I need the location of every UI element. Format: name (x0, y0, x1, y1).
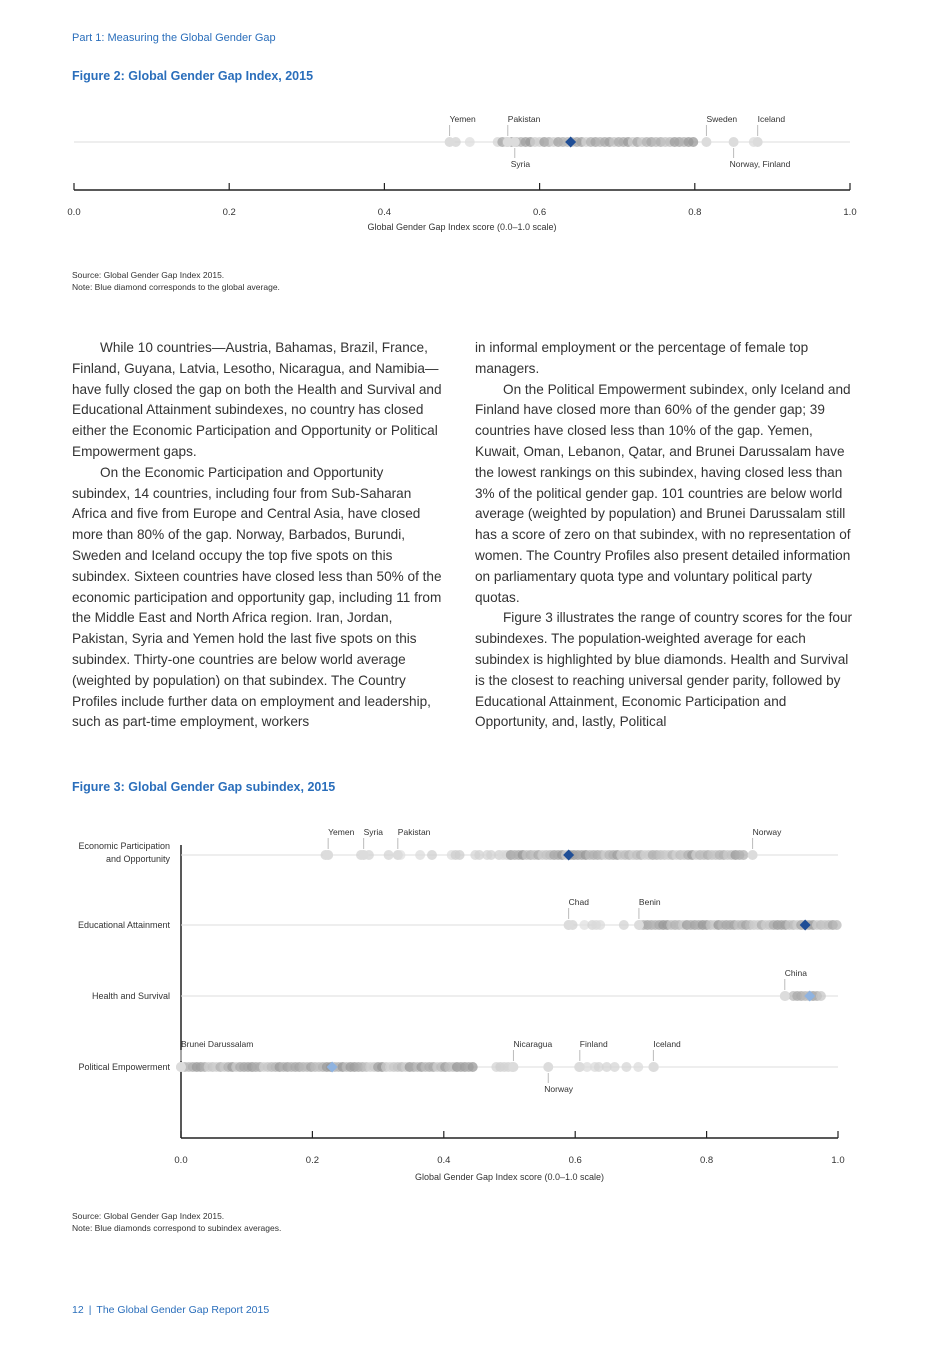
page-footer (72, 1304, 269, 1316)
fig3-annotation-label: Norway (752, 827, 782, 837)
footer-title: The Global Gender Gap Report 2015 (96, 1304, 270, 1316)
figure3-note: Note: Blue diamonds correspond to subindex averages. (72, 1223, 282, 1233)
fig3-country-dot (619, 920, 629, 930)
fig2-country-dot (729, 137, 739, 147)
fig2-x-tick-label: 1.0 (843, 207, 857, 218)
section-header: Part 1: Measuring the Global Gender Gap (72, 32, 276, 44)
fig3-country-dot (575, 1062, 585, 1072)
body-paragraph: in informal employment or the percentage of female top managers. (475, 340, 809, 376)
fig3-country-dot (323, 850, 333, 860)
body-paragraph: On the Political Empowerment subindex, only Iceland and Finland have closed more than 60% of the gender gap; 39 countries have closed less than 10% of the gap. Yemen, Kuwait, Oman, Lebanon, Qatar, and Brunei Darussalam have the lowest rankings on this subindex, having closed less than 3% of the political gender gap. 101 countries are below world average (weighted by population) and Brunei Darussalam still has a score of zero on that subindex, with no representation of women. The Country Profiles also present detailed information on parliamentary quota type and voluntary political party quotas. (475, 381, 851, 605)
fig3-annotation-label: Pakistan (397, 827, 431, 837)
fig3-x-tick-label: 0.2 (305, 1155, 320, 1166)
fig2-x-tick-label: 0.6 (532, 207, 547, 218)
fig3-country-dot (427, 850, 437, 860)
fig2-country-dot (753, 137, 763, 147)
fig3-country-dot (359, 850, 369, 860)
fig3-country-dot (595, 920, 605, 930)
figure3-notes (72, 1210, 281, 1234)
fig3-x-tick-label: 0.6 (568, 1155, 582, 1166)
fig2-x-tick-label: 0.4 (377, 207, 392, 218)
fig3-country-dot (780, 991, 790, 1001)
figure3-title: Figure 3: Global Gender Gap subindex, 2015 (72, 780, 336, 794)
fig3-annotation-label: Norway (544, 1084, 574, 1094)
fig3-annotation-label: Brunei Darussalam (181, 1039, 254, 1049)
fig2-annotation-label: Yemen (449, 114, 476, 124)
fig3-row-label: Economic Participation (78, 841, 170, 851)
fig3-annotation-label: Benin (638, 897, 661, 907)
footer-separator: | (88, 1304, 92, 1316)
fig2-country-dot (510, 137, 520, 147)
body-paragraph: Figure 3 illustrates the range of country scores for the four subindexes. The population-weighted average for each subindex is highlighted by blue diamonds. Health and Survival is the closest to reaching universal gender parity, followed by Educational Attainment, Economic Participation and Opportunity, and, lastly, Political (475, 610, 853, 730)
fig3-annotation-label: Yemen (328, 827, 355, 837)
figure3-source: Source: Global Gender Gap Index 2015. (72, 1211, 225, 1221)
fig3-country-dot (633, 1062, 643, 1072)
fig3-x-tick-label: 0.8 (699, 1155, 714, 1166)
fig3-country-dot (468, 1062, 478, 1072)
fig3-row-label: Educational Attainment (77, 920, 170, 930)
fig3-country-dot (748, 850, 758, 860)
fig2-annotation-label: Norway, Finland (729, 159, 791, 169)
body-paragraph: While 10 countries—Austria, Bahamas, Brazil, France, Finland, Guyana, Latvia, Lesotho, Nicaragua, and Namibia—have fully closed the gap on both the Health and Survival and Educational Attainment subindexes, no country has closed either the Economic Participation and Opportunity or Political Empowerment gaps. (72, 340, 442, 459)
fig3-country-dot (738, 850, 748, 860)
figure2-chart (0, 100, 952, 240)
fig3-annotation-label: Syria (363, 827, 384, 837)
figure3-chart (0, 815, 952, 1190)
fig3-row-label: Political Empowerment (78, 1062, 170, 1072)
fig3-country-dot (832, 920, 842, 930)
figure2-notes (72, 269, 280, 293)
fig3-country-dot (455, 850, 465, 860)
fig3-country-dot (393, 850, 403, 860)
fig3-country-dot (176, 1062, 186, 1072)
fig3-row-label: Health and Survival (91, 991, 170, 1001)
page-number: 12 (72, 1304, 84, 1316)
fig2-x-tick-label: 0.2 (222, 207, 236, 218)
fig3-annotation-label: China (784, 968, 808, 978)
fig2-annotation-label: Sweden (706, 114, 738, 124)
fig3-country-dot (816, 991, 826, 1001)
fig3-country-dot (648, 1062, 658, 1072)
fig2-country-dot (465, 137, 475, 147)
fig2-country-dot (688, 137, 698, 147)
fig3-annotation-label: Nicaragua (513, 1039, 553, 1049)
fig3-annotation-label: Chad (568, 897, 589, 907)
body-paragraph: On the Economic Participation and Opportunity subindex, 14 countries, including four from Sub-Saharan Africa and five from Europe and Central Asia, have closed more than 80% of the gap. Norway, Barbados, Burundi, Sweden and Iceland occupy the top five spots on this subindex. Sixteen countries have closed less than 50% of the economic participation and opportunity gap, including 11 from the Middle East and North Africa region. Iran, Jordan, Pakistan, Syria and Yemen hold the last five spots on this subindex. Thirty-one countries are below world average (weighted by population) on that subindex. The Country Profiles include further data on employment and leadership, such as part-time employment, workers (72, 464, 442, 730)
fig3-country-dot (508, 1062, 518, 1072)
fig3-annotation-label: Iceland (653, 1039, 681, 1049)
fig2-annotation-label: Syria (510, 159, 531, 169)
fig3-annotation-label: Finland (579, 1039, 608, 1049)
body-column-right (475, 338, 853, 733)
fig3-x-axis-title: Global Gender Gap Index score (0.0–1.0 scale) (414, 1172, 605, 1182)
fig3-x-tick-label: 1.0 (831, 1155, 845, 1166)
fig3-country-dot (415, 850, 425, 860)
figure2-note: Note: Blue diamond corresponds to the global average. (72, 282, 280, 292)
fig2-country-dot (445, 137, 455, 147)
fig3-country-dot (610, 1062, 620, 1072)
fig3-row-label: and Opportunity (105, 854, 170, 864)
figure2-source: Source: Global Gender Gap Index 2015. (72, 270, 225, 280)
fig3-country-dot (634, 920, 644, 930)
fig2-x-tick-label: 0.8 (688, 207, 702, 218)
fig3-country-dot (384, 850, 394, 860)
fig3-country-dot (543, 1062, 553, 1072)
fig2-annotation-label: Pakistan (507, 114, 541, 124)
fig3-country-dot (621, 1062, 631, 1072)
body-column-left (72, 338, 442, 733)
fig3-x-tick-label: 0.4 (437, 1155, 451, 1166)
fig3-country-dot (564, 920, 574, 930)
fig2-x-tick-label: 0.0 (67, 207, 81, 218)
fig3-x-tick-label: 0.0 (174, 1155, 188, 1166)
fig2-annotation-label: Iceland (757, 114, 786, 124)
figure2-title: Figure 2: Global Gender Gap Index, 2015 (72, 69, 314, 83)
fig2-country-dot (701, 137, 711, 147)
fig2-x-axis-title: Global Gender Gap Index score (0.0–1.0 scale) (367, 222, 557, 232)
